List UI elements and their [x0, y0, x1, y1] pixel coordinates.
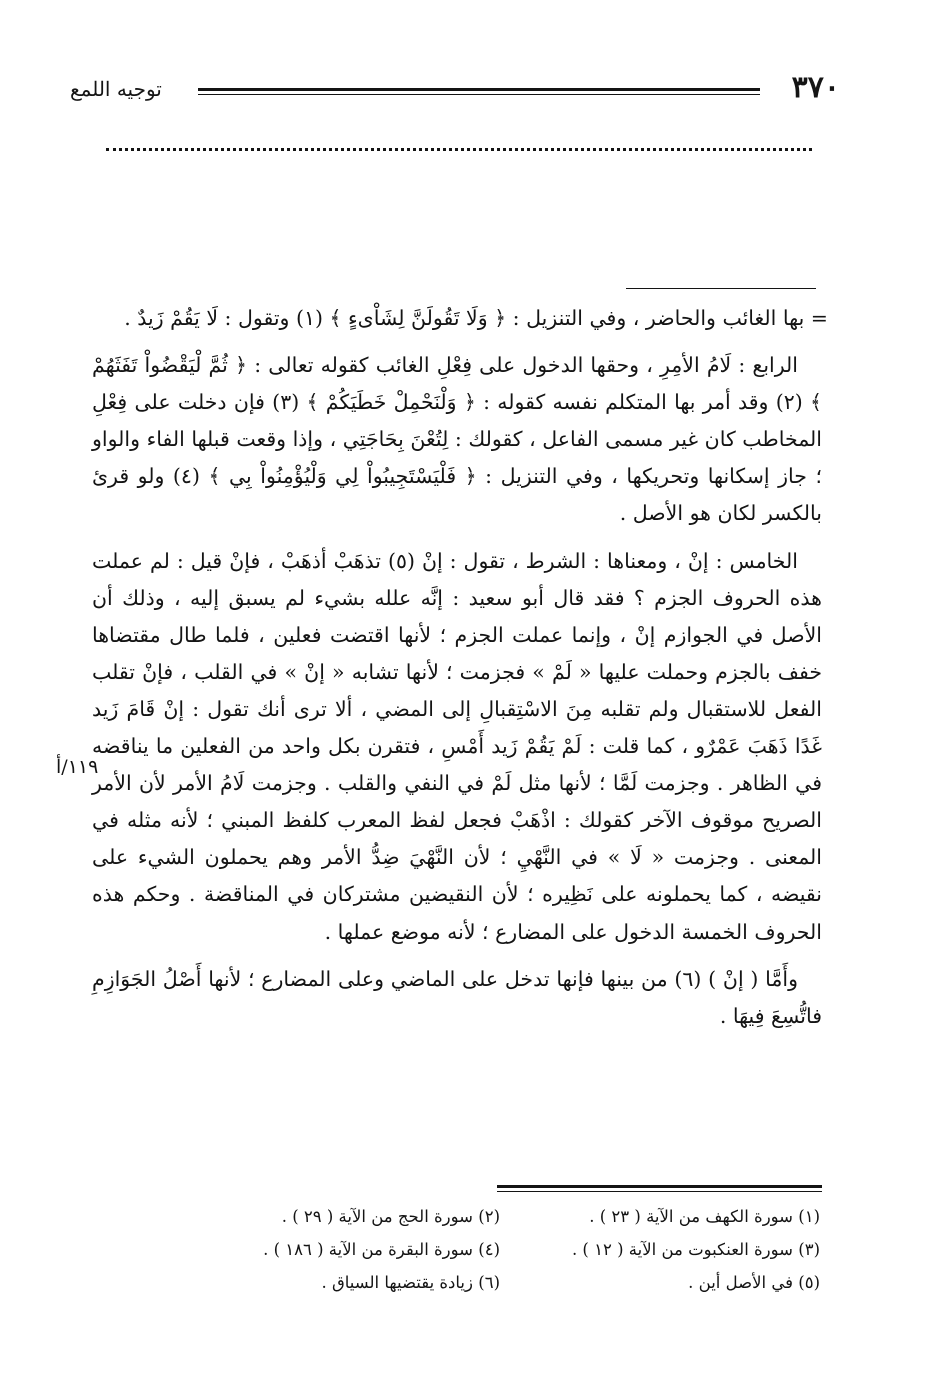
- running-header: [70, 70, 840, 110]
- footnote-1: (١) سورة الكهف من الآية ( ٢٣ ) .: [589, 1207, 820, 1226]
- footnote-3: (٣) سورة العنكبوت من الآية ( ١٢ ) .: [571, 1240, 820, 1259]
- continuation-rule: [626, 288, 816, 289]
- footnote-row: [180, 1233, 820, 1266]
- manuscript-folio-marker: ١١٩/أ: [56, 756, 99, 778]
- main-text: [92, 300, 828, 1045]
- header-double-rule: [198, 88, 760, 91]
- footnote-rule: [497, 1185, 822, 1188]
- page-number: ٣٧٠: [791, 70, 840, 105]
- paragraph-fourth-lam-al-amr: الرابع : لَامُ الأمِرِ ، وحقها الدخول على فِعْلِ الغائب كقوله تعالى : ﴿ ثُمَّ لْيَقْضُواْ تَفَثَهُمْ ﴾ (٢) وقد أمر بها المتكلم نفسه كقوله : ﴿ وَلْنَحْمِلْ خَطَيَكُمْ ﴾ (٣) فإن دخلت على فِعْلِ المخاطب كان غير مسمى الفاعل ، كقولك : لِتُعْنَ بِحَاجَتِي ، وإذا وقعت قبلها الفاء والواو ؛ جاز إسكانها وتحريكها ، وفي التنزيل : ﴿ فَلْيَسْتَجِيبُواْ لِي وَلْيُؤْمِنُواْ بِي ﴾ (٤) ولو قرئ بالكسر لكان هو الأصل .: [92, 353, 823, 526]
- paragraph-continuation: = بها الغائب والحاضر ، وفي التنزيل : ﴿ وَلَا تَقُولَنَّ لِشَاْىءٍ ﴾ (١) وتقول : لَا يَقُمْ زَيدٌ .: [124, 306, 828, 330]
- paragraph-in-conclusion: وأَمَّا ( إنْ ) (٦) من بينها فإنها تدخل على الماضي وعلى المضارع ؛ لأنها أَصْلُ الجَوَازِمِ فاتُّسِعَ فِيهَا .: [92, 966, 822, 1028]
- footnote-row: [180, 1266, 820, 1299]
- footnote-row: [180, 1200, 820, 1233]
- footnote-2: (٢) سورة الحج من الآية ( ٢٩ ) .: [281, 1207, 500, 1226]
- book-title: توجيه اللمع: [70, 77, 162, 101]
- footnotes: [180, 1200, 820, 1299]
- footnote-4: (٤) سورة البقرة من الآية ( ١٨٦ ) .: [263, 1240, 500, 1259]
- footnote-5: (٥) في الأصل أين .: [688, 1273, 820, 1292]
- dotted-separator: [106, 148, 812, 171]
- footnote-6: (٦) زيادة يقتضيها السياق .: [321, 1273, 500, 1292]
- paragraph-fifth-in: الخامس : إنْ ، ومعناها : الشرط ، تقول : إنْ (٥) تذهَبْ أذهَبْ ، فإنْ قيل : لم عملت هذه الحروف الجزم ؟ فقد قال أبو سعيد : إنَّه علله بشيء لم يسبق إليه ، وذلك أن الأصل في الجوازم إنْ ، وإنما عملت الجزم ؛ لأنها اقتضت فعلين ، فلما طال مقتضاها خفف بالجزم وحملت عليها « لَمْ » فجزمت ؛ لأنها تشابه « إنْ » في القلب ، فإنْ تقلب الفعل للاستقبال ولم تقلبه مِنَ الاسْتِقبالِ إلى المضي ، ألا ترى أنك تقول : إنْ قَامَ زَيد غَدًا ذَهَبَ عَمْرٌو ، كما قلت : لَمْ يَقُمْ زَيد أَمْسِ ، فتقرن بكل واحد من الفعلين ما يناقضه في الظاهر . وجزمت لَمَّا ؛ لأنها مثل لَمْ في النفي والقلب . وجزمت لَامُ الأمر لأن الأمر الصريح موقوف الآخر كقولك : اذْهَبْ فجعل لفظ المعرب كلفظ المبني ؛ لأنه مثله في المعنى . وجزمت « لَا » في النَّهْيِ ؛ لأن النَّهْيَ ضِدُّ الأمر وهم يحملون الشيء على نقيضه ، كما يحملونه على نَظِيره ؛ لأن النقيضين مشتركان في المناقضة . وحكم هذه الحروف الخمسة الدخول على المضارع ؛ لأنه موضع عملها .: [92, 548, 822, 944]
